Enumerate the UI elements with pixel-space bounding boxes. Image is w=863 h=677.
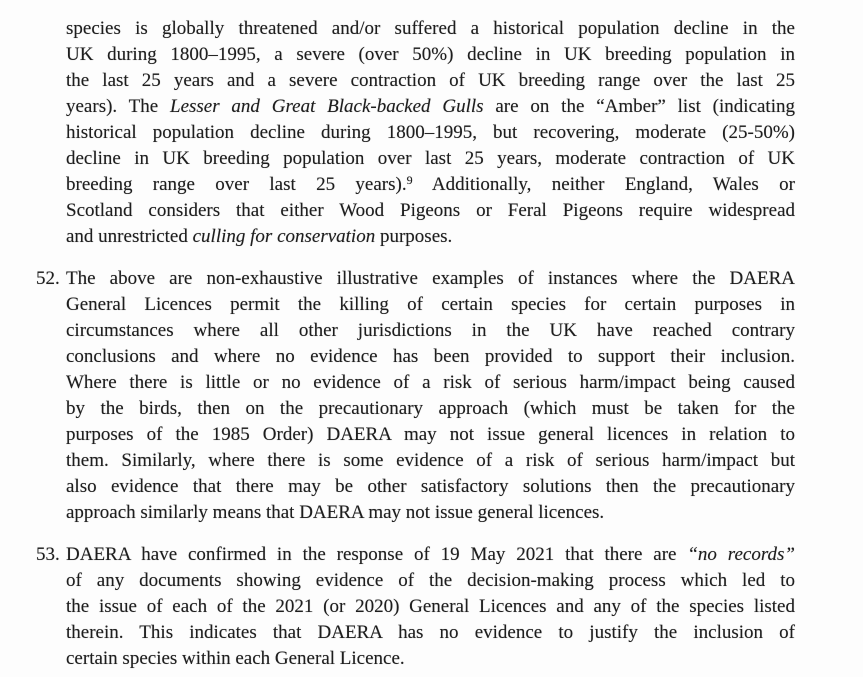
text-segment: therein. This indicates that DAERA has no evidence to justify the inclusion of <box>66 622 795 643</box>
text-segment: the last 25 years and a severe contraction of UK breeding range over the last 25 <box>66 70 795 91</box>
text-segment: purposes of the 1985 Order) DAERA may not issue general licences in relation to <box>66 424 795 445</box>
paragraph-number <box>36 16 66 250</box>
text-segment: purposes. <box>375 226 453 247</box>
text-segment: Scotland considers that either Wood Pigeons or Feral Pigeons require widespread <box>66 200 795 221</box>
text-segment: the issue of each of the 2021 (or 2020) General Licences and any of the species listed <box>66 596 795 617</box>
paragraph-text <box>66 542 795 672</box>
text-segment: UK during 1800–1995, a severe (over 50%) decline in UK breeding population in <box>66 44 795 65</box>
footnote-reference: 9 <box>406 173 413 187</box>
text-line <box>66 396 795 422</box>
text-line <box>66 224 795 250</box>
emphasized-text: “no records” <box>687 544 795 565</box>
paragraph-53 <box>36 542 863 672</box>
text-line <box>66 344 795 370</box>
paragraph-text <box>66 16 795 250</box>
text-line <box>66 422 795 448</box>
text-segment: DAERA have confirmed in the response of 19 May 2021 that there are <box>66 544 688 565</box>
text-line <box>66 68 795 94</box>
text-segment: are on the “Amber” list (indicating <box>483 96 795 117</box>
text-line <box>66 542 795 568</box>
text-segment: species is globally threatened and/or suffered a historical population decline in the <box>66 18 795 39</box>
text-line <box>66 448 795 474</box>
text-segment: also evidence that there may be other satisfactory solutions then the precautionary <box>66 476 795 497</box>
text-segment: The above are non-exhaustive illustrative examples of instances where the DAERA <box>66 268 795 289</box>
text-segment: Additionally, neither England, Wales or <box>412 174 795 195</box>
emphasized-text: Lesser and Great Black-backed Gulls <box>170 96 484 117</box>
text-segment: years). The <box>66 96 170 117</box>
text-segment: certain species within each General Licence. <box>66 648 405 669</box>
text-line <box>66 172 795 198</box>
text-line <box>66 266 795 292</box>
text-line <box>66 42 795 68</box>
text-line <box>66 198 795 224</box>
paragraph-number: 52. <box>36 268 60 289</box>
paragraph-continuation <box>36 16 863 250</box>
text-line <box>66 474 795 500</box>
text-line <box>66 620 795 646</box>
text-line <box>66 16 795 42</box>
text-line <box>66 594 795 620</box>
paragraph-52 <box>36 266 863 526</box>
text-segment: of any documents showing evidence of the decision-making process which led to <box>66 570 795 591</box>
text-segment: and unrestricted <box>66 226 193 247</box>
text-segment: General Licences permit the killing of certain species for certain purposes in <box>66 294 795 315</box>
text-segment: circumstances where all other jurisdictions in the UK have reached contrary <box>66 320 795 341</box>
text-line <box>66 318 795 344</box>
text-line <box>66 646 795 672</box>
emphasized-text: culling for conservation <box>192 226 376 247</box>
text-line <box>66 146 795 172</box>
text-segment: them. Similarly, where there is some evidence of a risk of serious harm/impact but <box>66 450 795 471</box>
text-segment: by the birds, then on the precautionary approach (which must be taken for the <box>66 398 795 419</box>
text-line <box>66 94 795 120</box>
text-segment: decline in UK breeding population over last 25 years, moderate contraction of UK <box>66 148 795 169</box>
text-segment: historical population decline during 1800–1995, but recovering, moderate (25-50%) <box>66 122 795 143</box>
text-line <box>66 120 795 146</box>
paragraph-number: 53. <box>36 544 60 565</box>
text-line <box>66 370 795 396</box>
text-segment: conclusions and where no evidence has been provided to support their inclusion. <box>66 346 795 367</box>
text-segment: breeding range over last 25 years). <box>66 174 407 195</box>
text-line <box>66 500 795 526</box>
text-segment: Where there is little or no evidence of a risk of serious harm/impact being caused <box>66 372 795 393</box>
paragraph-text <box>66 266 795 526</box>
text-line <box>66 568 795 594</box>
text-segment: approach similarly means that DAERA may not issue general licences. <box>66 502 605 523</box>
text-line <box>66 292 795 318</box>
